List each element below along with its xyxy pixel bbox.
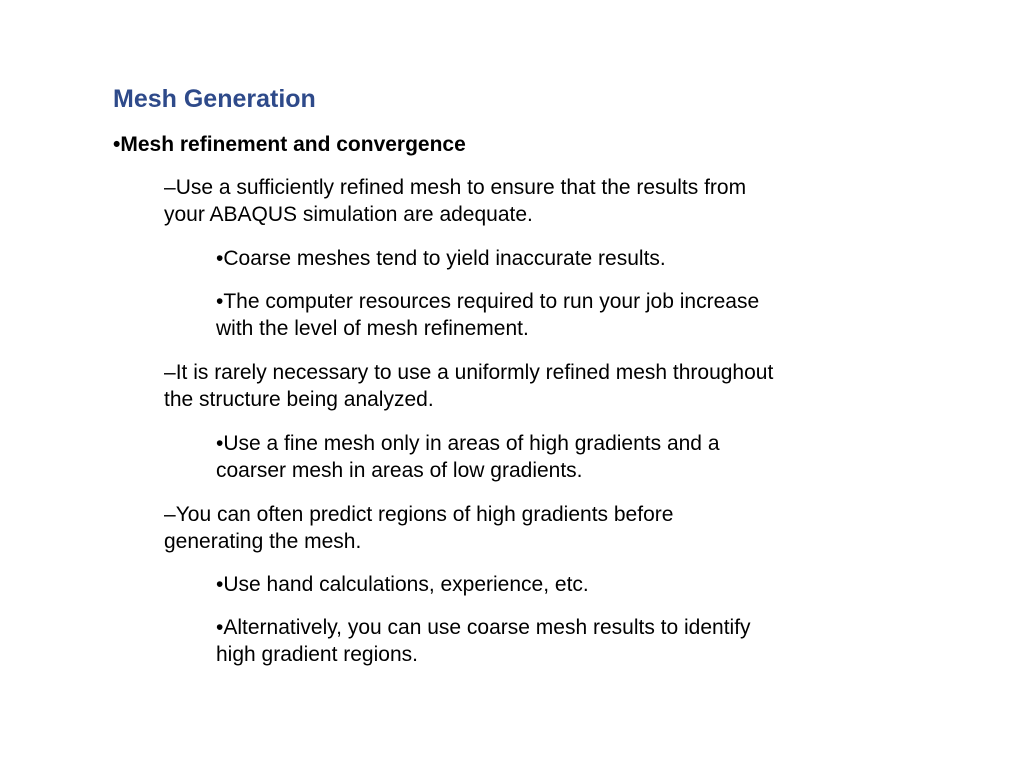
- bullet-marker: •: [216, 247, 224, 270]
- dash-marker: –: [164, 503, 176, 526]
- dash-item-line-2: generating the mesh.: [164, 530, 362, 553]
- sub-bullet-fine-mesh: [216, 430, 720, 484]
- dash-item-text: Use a sufficiently refined mesh to ensure that the results from: [175, 176, 747, 199]
- bullet-mesh-refinement: [113, 131, 466, 158]
- dash-marker: –: [164, 176, 176, 199]
- sub-bullet-line-2: high gradient regions.: [216, 643, 418, 666]
- sub-bullet-text: Coarse meshes tend to yield inaccurate results.: [223, 247, 666, 270]
- bullet-text: Mesh refinement and convergence: [120, 133, 466, 156]
- sub-bullet-line-2: with the level of mesh refinement.: [216, 317, 529, 340]
- dash-marker: –: [164, 361, 176, 384]
- bullet-marker: •: [216, 290, 224, 313]
- sub-bullet-coarse-mesh-results: [216, 614, 751, 668]
- bullet-marker: •: [216, 573, 224, 596]
- sub-bullet-text: Use hand calculations, experience, etc.: [223, 573, 589, 596]
- sub-bullet-line-1: [216, 288, 759, 315]
- sub-bullet-line-2: coarser mesh in areas of low gradients.: [216, 459, 583, 482]
- dash-item-uniformly-refined: [164, 359, 773, 413]
- sub-bullet-line-1: [216, 614, 751, 641]
- dash-item-line-1: [164, 359, 773, 386]
- dash-item-refined-mesh: [164, 174, 746, 228]
- sub-bullet-text: Alternatively, you can use coarse mesh results to identify: [223, 616, 751, 639]
- dash-item-line-1: [164, 174, 746, 201]
- bullet-marker: •: [216, 616, 224, 639]
- sub-bullet-text: The computer resources required to run your job increase: [223, 290, 760, 313]
- bullet-marker: •: [113, 133, 121, 156]
- dash-item-text: You can often predict regions of high gradients before: [175, 503, 674, 526]
- sub-bullet-line-1: [216, 430, 720, 457]
- slide-title: Mesh Generation: [113, 85, 316, 113]
- sub-bullet-computer-resources: [216, 288, 759, 342]
- dash-item-line-2: the structure being analyzed.: [164, 388, 434, 411]
- sub-bullet-hand-calculations: [216, 571, 589, 598]
- dash-item-line-2: your ABAQUS simulation are adequate.: [164, 203, 533, 226]
- dash-item-predict-gradients: [164, 501, 673, 555]
- bullet-marker: •: [216, 432, 224, 455]
- dash-item-line-1: [164, 501, 673, 528]
- dash-item-text: It is rarely necessary to use a uniformly refined mesh throughout: [175, 361, 774, 384]
- sub-bullet-text: Use a fine mesh only in areas of high gradients and a: [223, 432, 720, 455]
- sub-bullet-coarse-meshes: [216, 245, 666, 272]
